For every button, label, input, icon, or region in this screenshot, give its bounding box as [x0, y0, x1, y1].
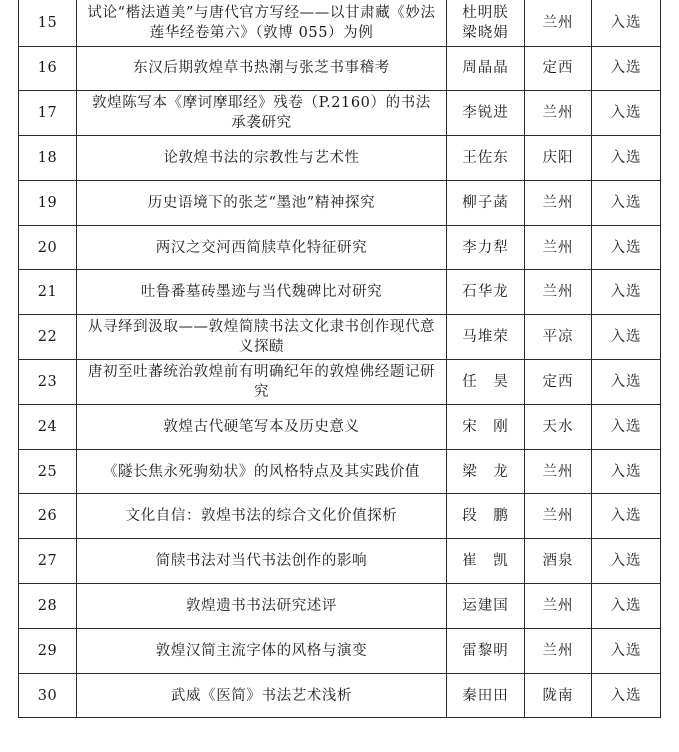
result-status: 入选 [592, 225, 661, 270]
table-row [19, 360, 661, 405]
row-number: 26 [19, 494, 77, 539]
table-row [19, 449, 661, 494]
result-status: 入选 [592, 0, 661, 46]
row-number: 25 [19, 449, 77, 494]
author-name: 李锐进 [447, 91, 525, 136]
result-status: 入选 [592, 673, 661, 718]
table-row [19, 494, 661, 539]
region: 酒泉 [525, 539, 592, 584]
row-number: 17 [19, 91, 77, 136]
row-number: 15 [19, 0, 77, 46]
result-status: 入选 [592, 180, 661, 225]
table-row [19, 315, 661, 360]
table-body [19, 0, 661, 718]
paper-title: 文化自信：敦煌书法的综合文化价值探析 [77, 494, 447, 539]
row-number: 20 [19, 225, 77, 270]
row-number: 16 [19, 46, 77, 91]
author-name: 运建国 [447, 584, 525, 629]
row-number: 18 [19, 136, 77, 181]
author-name: 马堆荣 [447, 315, 525, 360]
author-name: 宋 刚 [447, 404, 525, 449]
author-name: 李力犁 [447, 225, 525, 270]
region: 兰州 [525, 449, 592, 494]
paper-title: 敦煌古代硬笔写本及历史意义 [77, 404, 447, 449]
author-cell [447, 0, 525, 46]
row-number: 21 [19, 270, 77, 315]
table-row [19, 180, 661, 225]
paper-title: 敦煌遗书书法研究述评 [77, 584, 447, 629]
region: 兰州 [525, 91, 592, 136]
result-status: 入选 [592, 449, 661, 494]
row-number: 27 [19, 539, 77, 584]
selection-results-table [18, 0, 661, 718]
result-status: 入选 [592, 628, 661, 673]
author-name: 秦田田 [447, 673, 525, 718]
row-number: 24 [19, 404, 77, 449]
table-row [19, 539, 661, 584]
author-name: 梁 龙 [447, 449, 525, 494]
region: 兰州 [525, 628, 592, 673]
table-row [19, 270, 661, 315]
paper-title: 吐鲁番墓砖墨迹与当代魏碑比对研究 [77, 270, 447, 315]
row-number: 22 [19, 315, 77, 360]
region: 兰州 [525, 180, 592, 225]
region: 兰州 [525, 494, 592, 539]
author-name: 段 鹏 [447, 494, 525, 539]
paper-title: 武威《医简》书法艺术浅析 [77, 673, 447, 718]
table-row [19, 584, 661, 629]
author-name: 石华龙 [447, 270, 525, 315]
author-name: 柳子菡 [447, 180, 525, 225]
paper-title: 敦煌陈写本《摩诃摩耶经》残卷（P.2160）的书法承袭研究 [77, 91, 447, 136]
paper-title: 敦煌汉简主流字体的风格与演变 [77, 628, 447, 673]
table-row [19, 404, 661, 449]
region: 陇南 [525, 673, 592, 718]
row-number: 30 [19, 673, 77, 718]
region: 兰州 [525, 584, 592, 629]
table-row [19, 225, 661, 270]
author-name: 王佐东 [447, 136, 525, 181]
paper-title: 论敦煌书法的宗教性与艺术性 [77, 136, 447, 181]
region: 庆阳 [525, 136, 592, 181]
row-number: 23 [19, 360, 77, 405]
paper-title: 唐初至吐蕃统治敦煌前有明确纪年的敦煌佛经题记研究 [77, 360, 447, 405]
author-name: 梁晓娟 [462, 24, 509, 41]
result-status: 入选 [592, 91, 661, 136]
table-row [19, 673, 661, 718]
paper-title: 历史语境下的张芝“墨池”精神探究 [77, 180, 447, 225]
result-status: 入选 [592, 136, 661, 181]
row-number: 28 [19, 584, 77, 629]
author-name: 杜明朕 [462, 4, 509, 21]
paper-title: 东汉后期敦煌草书热潮与张芝书事稽考 [77, 46, 447, 91]
author-name: 周晶晶 [447, 46, 525, 91]
result-status: 入选 [592, 404, 661, 449]
paper-title: 《隧长焦永死驹劾状》的风格特点及其实践价值 [77, 449, 447, 494]
paper-title: 简牍书法对当代书法创作的影响 [77, 539, 447, 584]
table-row [19, 0, 661, 46]
region: 定西 [525, 46, 592, 91]
table-row [19, 628, 661, 673]
paper-title: 两汉之交河西简牍草化特征研究 [77, 225, 447, 270]
result-status: 入选 [592, 584, 661, 629]
paper-title: 从寻绎到汲取——敦煌简牍书法文化隶书创作现代意义探赜 [77, 315, 447, 360]
result-status: 入选 [592, 315, 661, 360]
author-name: 任 昊 [447, 360, 525, 405]
row-number: 29 [19, 628, 77, 673]
result-status: 入选 [592, 539, 661, 584]
result-status: 入选 [592, 270, 661, 315]
region: 平凉 [525, 315, 592, 360]
region: 天水 [525, 404, 592, 449]
region: 兰州 [525, 225, 592, 270]
result-status: 入选 [592, 360, 661, 405]
author-name: 雷黎明 [447, 628, 525, 673]
paper-title: 试论“楷法遒美”与唐代官方写经——以甘肃藏《妙法莲华经卷第六》（敦博 055）为例 [77, 0, 447, 46]
table-row [19, 46, 661, 91]
result-status: 入选 [592, 494, 661, 539]
region: 兰州 [525, 0, 592, 46]
author-name: 崔 凯 [447, 539, 525, 584]
result-status: 入选 [592, 46, 661, 91]
row-number: 19 [19, 180, 77, 225]
region: 兰州 [525, 270, 592, 315]
table-row [19, 91, 661, 136]
region: 定西 [525, 360, 592, 405]
table-row [19, 136, 661, 181]
